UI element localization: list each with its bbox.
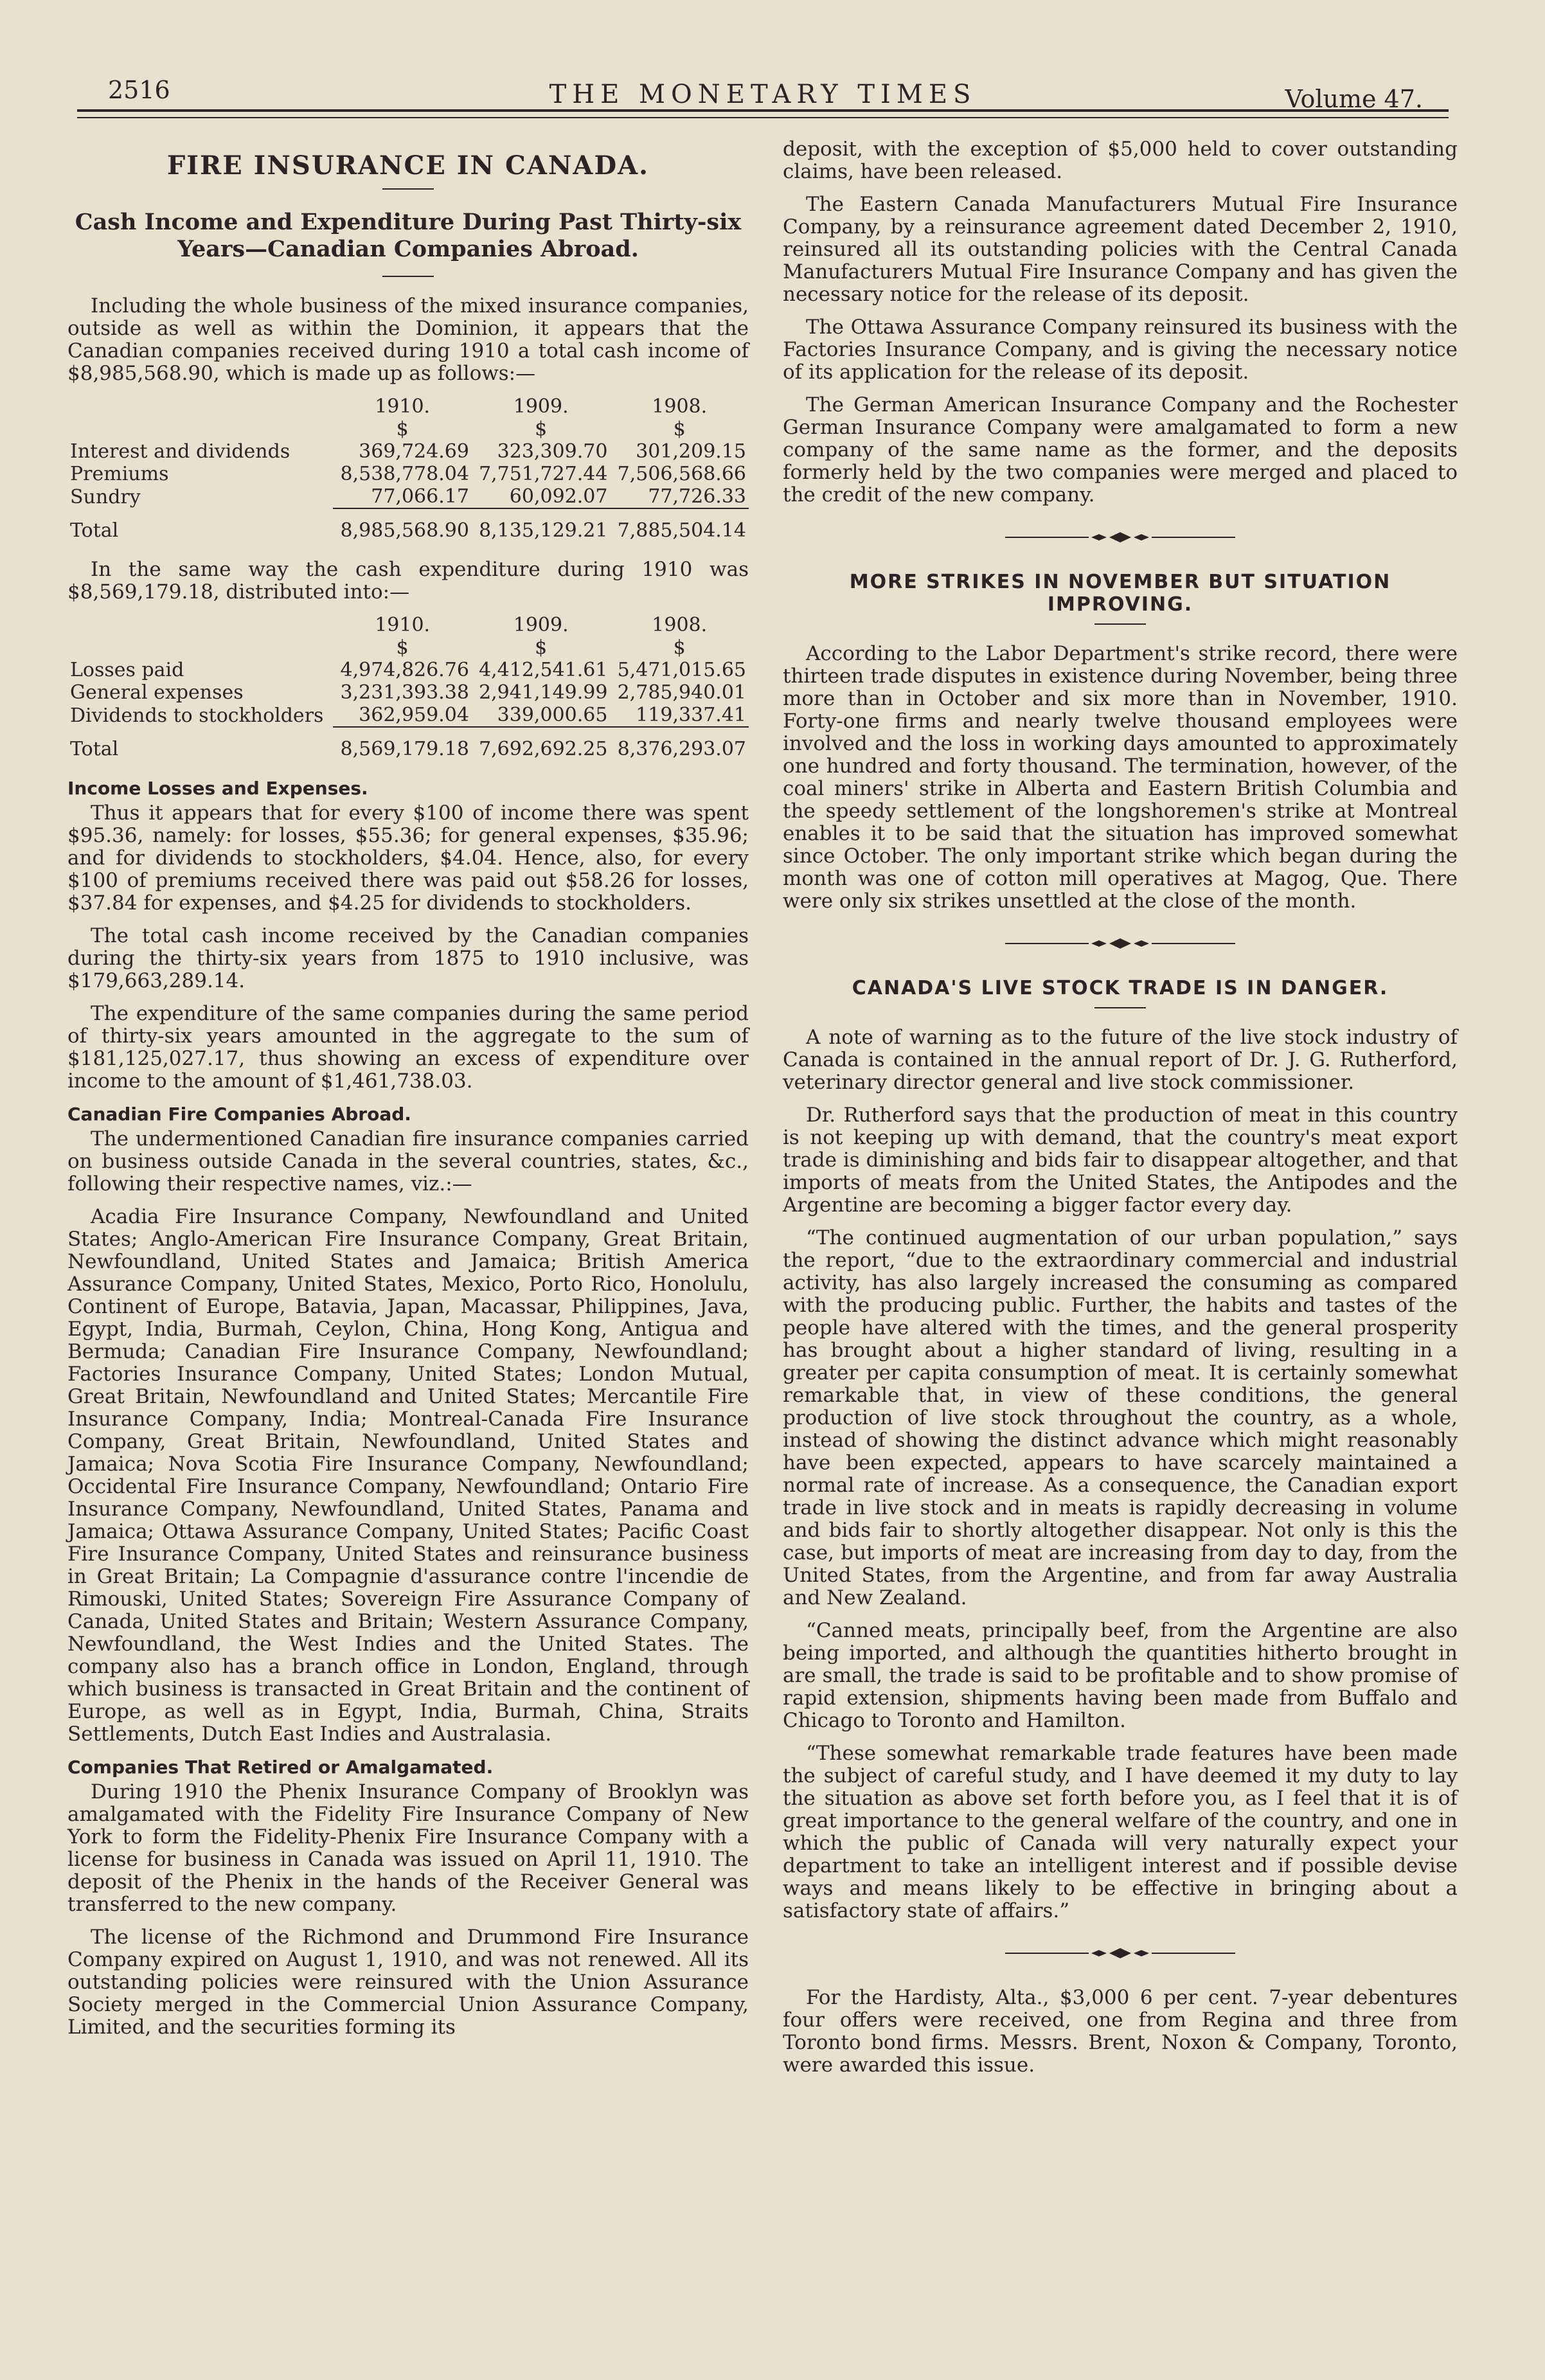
cell-value: 323,309.70 xyxy=(497,440,608,463)
table-row xyxy=(67,659,749,681)
left-column xyxy=(67,138,749,2049)
paragraph: The German American Insurance Company and the Rochester German Insurance Company were amalgamated to form a new company of the same name as the former, and the deposits formerly held by the two companies were merged and placed to the credit of the new company. xyxy=(783,393,1458,506)
table-row xyxy=(67,704,749,727)
cell-value: 119,337.41 xyxy=(636,704,746,726)
cell-value: 7,506,568.66 xyxy=(617,463,746,485)
cell-value: 8,135,129.21 xyxy=(472,508,611,542)
paragraph: The expenditure of the same companies during the same period of thirty-six years amounted in the aggregate to the sum of $181,125,027.17, thus showing an excess of expenditure over income to the amount of $1,461,738.03. xyxy=(67,1002,749,1093)
short-rule xyxy=(382,276,434,277)
paragraph: Acadia Fire Insurance Company, Newfoundland and United States; Anglo-American Fire Insurance Company, Great Britain, Newfoundland, United States and Jamaica; British America Assurance Company, United States, Mexico, Porto Rico, Honolulu, Continent of Europe, Batavia, Japan, Macassar, Philippines, Java, Egypt, India, Burmah, Ceylon, China, Hong Kong, Antigua and Bermuda; Canadian Fire Insurance Company, Newfoundland; Factories Insurance Company, United States; London Mutual, Great Britain, Newfoundland and United States; Mercantile Fire Insurance Company, India; Montreal-Canada Fire Insurance Company, Great Britain, Newfoundland, United States and Jamaica; Nova Scotia Fire Insurance Company, Newfoundland; Occidental Fire Insurance Company, Newfoundland; Ontario Fire Insurance Company, Newfoundland, United States, Panama and Jamaica; Ottawa Assurance Company, United States; Pacific Coast Fire Insurance Company, United States and reinsurance business in Great Britain; La Compagnie d'assurance contre l'incendie de Rimouski, United States; Sovereign Fire Assurance Company of Canada, United States and Britain; Western Assurance Company, Newfoundland, the West Indies and the United States. The company also has a branch office in London, England, through which business is transacted in Great Britain and the continent of Europe, as well as in Egypt, India, Burmah, China, Straits Settlements, Dutch East Indies and Australasia. xyxy=(67,1205,749,1746)
cell-value: 2,785,940.01 xyxy=(617,681,746,704)
paragraph: “The continued augmentation of our urban population,” says the report, “due to the extraordinary commercial and industrial activity, has also largely increased the consuming as compared with the producing public. Further, the habits and tastes of the people have altered with the times, and the general prosperity has brought about a higher standard of living, resulting in a greater per capita consumption of meat. It is certainly somewhat remarkable that, in view of these conditions, the general production of live stock throughout the country, as a whole, instead of showing the distinct advance which might reasonably have been expected, appears to have scarcely maintained a normal rate of increase. As a consequence, the Canadian export trade in live stock and in meats is rapidly decreasing in volume and bids fair to shortly altogether disappear. Not only is this the case, but imports of meat are increasing from day to day, from the United States, from the Argentine, and from far away Australia and New Zealand. xyxy=(783,1226,1458,1609)
cell-value: 3,231,393.38 xyxy=(340,681,469,704)
row-label: Total xyxy=(70,519,119,542)
unit-label: $ xyxy=(396,418,409,440)
cell-value: 8,376,293.07 xyxy=(610,727,749,760)
paragraph: Thus it appears that for every $100 of income there was spent $95.36, namely: for losses, $55.36; for general expenses, $35.96; and for dividends to stockholders, $4.04. Hence, also, for every $100 of premiums received there was paid out $58.26 for losses, $37.84 for expenses, and $4.25 for dividends to stockholders. xyxy=(67,801,749,915)
article-title: CANADA'S LIVE STOCK TRADE IS IN DANGER. xyxy=(852,977,1389,999)
unit-label: $ xyxy=(396,636,409,659)
section-heading: Income Losses and Expenses. xyxy=(67,778,368,799)
article-subtitle: Cash Income and Expenditure During Past Thirty-six Years—Canadian Companies Abroad. xyxy=(75,209,742,262)
article-title: FIRE INSURANCE IN CANADA. xyxy=(166,150,650,181)
unit-label: $ xyxy=(535,418,548,440)
year-header: 1908. xyxy=(652,614,708,636)
section-heading: Companies That Retired or Amalgamated. xyxy=(67,1757,494,1778)
year-header: 1910. xyxy=(375,395,431,418)
cell-value: 7,885,504.14 xyxy=(610,508,749,542)
row-label: Total xyxy=(70,738,119,760)
unit-label: $ xyxy=(673,636,686,659)
cell-value: 2,941,149.99 xyxy=(479,681,608,704)
row-label: Sundry xyxy=(70,486,141,508)
cell-value: 4,412,541.61 xyxy=(479,659,608,681)
cell-value: 8,985,568.90 xyxy=(333,508,472,542)
cell-value: 8,538,778.04 xyxy=(340,463,469,485)
cell-value: 5,471,015.65 xyxy=(617,659,746,681)
expense-table xyxy=(67,614,749,760)
row-label: Dividends to stockholders xyxy=(70,704,324,727)
paragraph: “These somewhat remarkable trade features have been made the subject of careful study, and I have deemed it my duty to lay the situation as above set forth before you, as I feel that it is of great importance to the general welfare of the country, and one in which the public of Canada will very naturally expect your department to take an intelligent interest and if possible devise ways and means likely to be effective in bringing about a satisfactory state of affairs.” xyxy=(783,1742,1458,1922)
right-column xyxy=(783,138,1458,2087)
row-label: Losses paid xyxy=(70,659,184,681)
section-ornament xyxy=(783,526,1458,548)
page-number: 2516 xyxy=(108,76,170,104)
section-ornament xyxy=(783,1942,1458,1964)
cell-value: 77,726.33 xyxy=(648,485,746,508)
table-row xyxy=(67,463,749,485)
year-header: 1910. xyxy=(375,614,431,636)
cell-value: 362,959.04 xyxy=(359,704,469,726)
paragraph: The total cash income received by the Canadian companies during the thirty-six years from 1875 to 1910 inclusive, was $179,663,289.14. xyxy=(67,924,749,992)
cell-value: 7,692,692.25 xyxy=(472,727,611,760)
paragraph: Dr. Rutherford says that the production of meat in this country is not keeping up with demand, that the country's meat export trade is diminishing and bids fair to disappear altogether, and that imports of meats from the United States, the Antipodes and the Argentine are becoming a bigger factor every day. xyxy=(783,1104,1458,1217)
row-label: Interest and dividends xyxy=(70,440,290,463)
paragraph: In the same way the cash expenditure during 1910 was $8,569,179.18, distributed into:— xyxy=(67,558,749,604)
running-header xyxy=(77,76,1449,114)
total-row xyxy=(67,508,749,542)
article-title: MORE STRIKES IN NOVEMBER BUT SITUATION IMPROVING. xyxy=(849,571,1391,616)
table-row xyxy=(67,485,749,508)
paragraph: The license of the Richmond and Drummond Fire Insurance Company expired on August 1, 1910, and was not renewed. All its outstanding policies were reinsured with the Union Assurance Society merged in the Commercial Union Assurance Company, Limited, and the securities forming its xyxy=(67,1926,749,2039)
total-row xyxy=(67,727,749,760)
year-header: 1909. xyxy=(513,395,569,418)
volume-label: Volume 47. xyxy=(1285,85,1423,113)
paragraph: During 1910 the Phenix Insurance Company of Brooklyn was amalgamated with the Fidelity Fire Insurance Company of New York to form the Fidelity-Phenix Fire Insurance Company with a license for business in Canada was issued on April 11, 1910. The deposit of the Phenix in the hands of the Receiver General was transferred to the new company. xyxy=(67,1780,749,1916)
cell-value: 4,974,826.76 xyxy=(340,659,469,681)
paragraph: According to the Labor Department's strike record, there were thirteen trade disputes in existence during November, being three more than in October and six more than in November, 1910. Forty-one firms and nearly twelve thousand employees were involved and the loss in working days amounted to approximately one hundred and forty thousand. The termination, however, of the coal miners' strike in Alberta and Eastern British Columbia and the speedy settlement of the longshoremen's strike at Montreal enables it to be said that the situation has improved somewhat since October. The only important strike which began during the month was one of cotton mill operatives at Magog, Que. There were only six strikes unsettled at the close of the month. xyxy=(783,642,1458,913)
paragraph: deposit, with the exception of $5,000 held to cover outstanding claims, have been released. xyxy=(783,138,1458,183)
table-unit-row xyxy=(67,418,749,440)
cell-value: 60,092.07 xyxy=(509,485,608,508)
cell-value: 8,569,179.18 xyxy=(333,727,472,760)
paragraph: The Ottawa Assurance Company reinsured its business with the Factories Insurance Company, and is giving the necessary notice of its application for the release of its deposit. xyxy=(783,316,1458,384)
header-rule-thick xyxy=(77,109,1449,112)
masthead: THE MONETARY TIMES xyxy=(549,80,977,109)
row-label: Premiums xyxy=(70,463,169,485)
paragraph: For the Hardisty, Alta., $3,000 6 per cent. 7-year debentures four offers were received, one from Regina and three from Toronto bond firms. Messrs. Brent, Noxon & Company, Toronto, were awarded this issue. xyxy=(783,1986,1458,2077)
table-row xyxy=(67,440,749,463)
table-unit-row xyxy=(67,636,749,659)
section-ornament xyxy=(783,932,1458,954)
table-header-row xyxy=(67,395,749,418)
short-rule xyxy=(1094,1007,1146,1008)
paragraph: “Canned meats, principally beef, from the Argentine are also being imported, and although the quantities hitherto brought in are small, the trade is said to be profitable and to show promise of rapid extension, shipments having been made from Buffalo and Chicago to Toronto and Hamilton. xyxy=(783,1619,1458,1732)
header-rule-thin xyxy=(77,117,1449,118)
income-table xyxy=(67,395,749,542)
paragraph: A note of warning as to the future of the live stock industry of Canada is contained in the annual report of Dr. J. G. Rutherford, veterinary director general and live stock commissioner. xyxy=(783,1026,1458,1094)
cell-value: 301,209.15 xyxy=(636,440,746,463)
unit-label: $ xyxy=(673,418,686,440)
year-header: 1909. xyxy=(513,614,569,636)
paragraph: The undermentioned Canadian fire insurance companies carried on business outside Canada in the several countries, states, &c., following their respective names, viz.:— xyxy=(67,1127,749,1195)
table-row xyxy=(67,681,749,704)
cell-value: 77,066.17 xyxy=(371,485,469,508)
cell-value: 369,724.69 xyxy=(359,440,469,463)
table-header-row xyxy=(67,614,749,636)
cell-value: 7,751,727.44 xyxy=(479,463,608,485)
paragraph: Including the whole business of the mixed insurance companies, outside as well as within the Dominion, it appears that the Canadian companies received during 1910 a total cash income of $8,985,568.90, which is made up as follows:— xyxy=(67,294,749,385)
paragraph: The Eastern Canada Manufacturers Mutual Fire Insurance Company, by a reinsurance agreement dated December 2, 1910, reinsured all its outstanding policies with the Central Canada Manufacturers Mutual Fire Insurance Company and has given the necessary notice for the release of its deposit. xyxy=(783,193,1458,306)
section-heading: Canadian Fire Companies Abroad. xyxy=(67,1104,411,1125)
unit-label: $ xyxy=(535,636,548,659)
cell-value: 339,000.65 xyxy=(497,704,608,726)
short-rule xyxy=(1094,623,1146,625)
year-header: 1908. xyxy=(652,395,708,418)
row-label: General expenses xyxy=(70,681,244,704)
short-rule xyxy=(382,188,434,190)
